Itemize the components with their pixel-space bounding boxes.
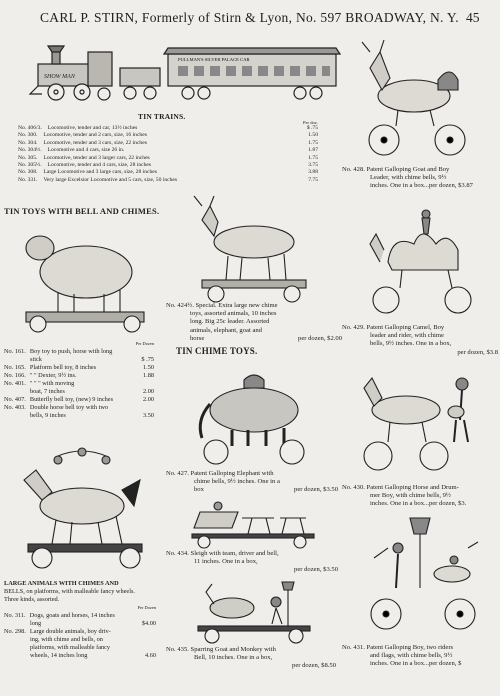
camel-line1: No. 429. Patent Galloping Camel, Boy (342, 324, 445, 331)
train-item-desc (18, 177, 177, 184)
bell-item-desc (4, 380, 74, 388)
sleigh-line2: 11 inches. One in a box, (194, 558, 258, 566)
page-number: 45 (466, 10, 480, 25)
train-item-number: No. 300. (18, 132, 38, 139)
camel-illustration (362, 204, 482, 316)
train-item-row (18, 132, 318, 139)
train-item-desc (18, 155, 150, 162)
train-item-price: 1.50 (308, 132, 318, 139)
train-item-text: Locomotive, tender and 2 cars, size, 16 inches (43, 132, 147, 139)
large-item-text-cont: ing, with chime and bells, on (30, 636, 103, 643)
large-animals-block (4, 580, 156, 660)
camel-line3: bells, 9½ inches. One in a box, (370, 340, 452, 348)
bell-item-text: " " Dexter, 9½ ins. (29, 372, 77, 379)
goat-special-price: per dozen, $2.00 (298, 334, 342, 342)
bell-item-text: " " " with moving (29, 380, 75, 387)
sparring-price: per dozen, $8.50 (292, 662, 336, 670)
train-item-row (18, 155, 318, 162)
bell-per-heading: Per Dozen (135, 341, 154, 346)
goat-special-line3: long. Big 25c leader. Assorted (190, 318, 270, 326)
sleigh-caption (166, 550, 338, 575)
bell-item-text: Boy toy to push, horse with long (29, 348, 113, 355)
tin-chime-toys-title: TIN CHIME TOYS. (176, 346, 258, 356)
bell-item-row-cont (4, 412, 154, 420)
train-item-price: 3.75 (308, 162, 318, 169)
train-item-desc (18, 147, 124, 154)
goat-boy-caption (342, 166, 498, 191)
train-item-text: Very large Excelsior Locomotive and 5 cars, size, 50 inches (43, 176, 178, 183)
large-item-desc (4, 612, 115, 620)
galloping-boy-line1: No. 431. Patent Galloping Boy, two riders (342, 644, 454, 651)
train-item-price: 1.75 (308, 154, 318, 161)
bell-item-number: No. 401. (4, 380, 26, 387)
bell-item-text: Butterfly bell toy, (new) 9 inches (29, 396, 114, 403)
train-item-number: No. 331. (18, 176, 38, 183)
goat-special-illustration (188, 196, 318, 304)
goat-special-line1: No. 424½. Special. Extra large new chime (166, 302, 278, 309)
bell-item-row (4, 404, 154, 412)
train-item-number: No. 305. (18, 154, 38, 161)
bell-item-price: 2.00 (142, 388, 154, 395)
large-item-row (4, 644, 156, 652)
bell-item-desc (4, 396, 113, 404)
elephant-price: per dozen, $3.50 (294, 486, 338, 494)
goat-special-line4: animals, elephant, goat and (190, 326, 262, 334)
page-header: CARL P. STIRN, Formerly of Stirn & Lyon, No. 597 BROADWAY, N. Y. (40, 10, 459, 25)
bell-item-text: Double horse bell toy with two (29, 404, 109, 411)
sparring-line2: Bell, 10 inches. One in a box, (194, 654, 273, 662)
camel-price: per dozen, $3.8 (457, 348, 498, 356)
train-item-number: No. 304½. (18, 147, 42, 154)
train-item-row (18, 125, 318, 132)
goat-special-line5: horse (190, 334, 205, 342)
large-item-row (4, 628, 156, 636)
goat-special-line2: toys, assorted animals, 10 inches (190, 310, 277, 318)
sparring-caption (166, 646, 336, 671)
engine-label: SHOW MAN (44, 74, 75, 80)
large-animals-title2: BELLS, on platforms, with malleable fancy wheels. (4, 588, 135, 595)
train-item-price: $ .75 (306, 125, 318, 131)
train-item-price: 1.75 (308, 139, 318, 146)
large-item-row (4, 612, 156, 620)
large-item-text: Large double animals, boy driv- (29, 628, 111, 635)
train-item-row (18, 169, 318, 176)
goat-boy-line2: Leader, with chime bells, 9½ (370, 174, 447, 182)
large-item-desc (4, 628, 111, 636)
galloping-boy-caption (342, 644, 498, 669)
train-item-row (18, 147, 318, 154)
galloping-boy-line3: inches. One in a box...per dozen, $ (370, 660, 462, 668)
elephant-chime-illustration (196, 366, 314, 466)
train-item-row (18, 162, 318, 169)
train-item-text: Locomotive, tender and 3 larger cars, 22 inches (43, 154, 150, 161)
goat-boy-leader-illustration (362, 38, 478, 160)
bell-item-number: No. 161. (4, 348, 26, 355)
horse-drummer-caption (342, 484, 498, 509)
large-item-desc (4, 636, 103, 644)
bell-item-price: 1.50 (142, 364, 154, 371)
bell-item-number: No. 403. (4, 404, 26, 411)
bell-item-text-cont: bells, 9 inches (30, 412, 66, 419)
bell-item-row-cont (4, 388, 154, 396)
bell-item-price: $ .75 (141, 356, 154, 363)
train-item-number: No. 304. (18, 139, 38, 146)
bell-item-price: 2.00 (142, 396, 154, 403)
large-item-row (4, 636, 156, 644)
large-item-desc (4, 652, 87, 660)
tin-trains-title: TIN TRAINS. (138, 112, 186, 121)
large-item-price: $4.00 (141, 620, 156, 627)
bell-item-number: No. 407. (4, 396, 26, 403)
tin-trains-list (18, 120, 318, 184)
large-item-number: No. 298. (4, 628, 26, 635)
bell-item-row (4, 380, 154, 388)
camel-caption (342, 324, 498, 357)
galloping-boy-line2: and flags, with chime bells, 9½ (370, 652, 453, 660)
large-item-row (4, 652, 156, 660)
sheep-bell-toy-illustration (18, 220, 148, 336)
large-item-price: 4.60 (144, 652, 156, 659)
large-item-row (4, 620, 156, 628)
large-item-text: Dogs, goats and horses, 14 inches (29, 612, 115, 619)
train-item-text: Large Locomotive and 3 large cars, size, 28 inches (43, 169, 157, 176)
goat-special-caption (166, 302, 342, 343)
tin-train-illustration (28, 38, 343, 106)
large-animals-per-heading: Per Dozen (137, 605, 156, 610)
bell-item-number: No. 165. (4, 364, 26, 371)
sparring-goat-monkey-illustration (192, 578, 316, 644)
elephant-line3: box (194, 486, 204, 494)
elephant-line1: No. 427. Patent Galloping Elephant with (166, 470, 274, 477)
train-item-price: 3.88 (308, 169, 318, 176)
horse-drummer-line2: mer Boy, with chime bells, 9½ (370, 492, 451, 500)
train-item-text: Locomotive, tender and 3 cars, size, 22 inches (43, 139, 147, 146)
train-item-desc (18, 169, 157, 176)
train-item-text: Locomotive and 4 cars, size 26 in. (47, 147, 125, 154)
train-item-desc (18, 132, 147, 139)
elephant-line2: chime bells, 9½ inches. One in a (194, 478, 280, 486)
bell-item-desc (4, 372, 77, 380)
per-doz-heading: Per doz. (302, 120, 318, 125)
train-item-text: Locomotive, tender and car, 13½ inches (47, 125, 138, 131)
horse-drummer-illustration (360, 370, 482, 474)
train-item-number: No. 406/3. (18, 125, 42, 131)
large-item-text-cont: long (30, 620, 42, 627)
train-item-text: Locomotive, tender and 4 cars, size, 28 inches (47, 162, 152, 169)
bell-item-text-cont: boat, 7 inches (30, 388, 65, 395)
large-item-text-cont: platforms, with malleable fancy (30, 644, 111, 651)
bell-item-desc (4, 348, 112, 356)
train-item-desc (18, 162, 151, 169)
sleigh-illustration (188, 498, 318, 550)
car-label: PULLMAN'S SILVER PALACE CAR (178, 57, 250, 62)
sleigh-line1: No. 434. Sleigh with team, driver and bell, (166, 550, 279, 557)
bell-item-row (4, 364, 154, 372)
bell-item-row (4, 372, 154, 380)
camel-line2: leader and rider, with chime (370, 332, 444, 340)
bell-item-text: Platform bell toy, 8 inches (29, 364, 97, 371)
bell-item-row (4, 396, 154, 404)
galloping-boy-illustration (364, 518, 482, 636)
sleigh-price: per dozen, $3.50 (294, 566, 338, 574)
bell-chimes-title: TIN TOYS WITH BELL AND CHIMES. (4, 206, 160, 216)
bell-item-text-cont: stick (30, 356, 42, 363)
horse-drummer-line1: No. 430. Patent Galloping Horse and Drum- (342, 484, 459, 491)
train-item-price: 1.87 (308, 147, 318, 154)
train-item-number: No. 305½. (18, 162, 42, 169)
bell-item-row (4, 348, 154, 356)
bell-item-price: 1.88 (142, 372, 154, 379)
large-animals-title1: LARGE ANIMALS WITH CHIMES AND (4, 580, 119, 587)
large-item-desc (4, 644, 110, 652)
bell-item-price: 3.50 (142, 412, 154, 419)
large-item-number: No. 311. (4, 612, 26, 619)
bell-item-number: No. 166. (4, 372, 26, 379)
horse-drummer-line3: inches. One in a box...per dozen, $3. (370, 500, 467, 508)
bell-item-desc (4, 364, 96, 372)
large-horse-chime-illustration (18, 446, 148, 574)
train-item-desc (18, 125, 137, 132)
elephant-caption (166, 470, 338, 495)
bell-item-desc (4, 404, 108, 412)
train-item-price: 7.75 (308, 176, 318, 183)
large-item-desc (4, 620, 41, 628)
bell-toys-list (4, 340, 154, 420)
large-item-text-cont: wheels, 14 inches long (30, 652, 88, 659)
train-item-number: No. 308. (18, 169, 38, 176)
large-animals-title3: Three kinds, assorted. (4, 596, 60, 603)
bell-item-row-cont (4, 356, 154, 364)
goat-boy-line3: inches. One in a box...per dozen, $3.87 (370, 182, 473, 190)
sparring-line1: No. 435. Sparring Goat and Monkey with (166, 646, 276, 653)
goat-boy-line1: No. 428. Patent Galloping Goat and Boy (342, 166, 450, 173)
train-item-row (18, 177, 318, 184)
